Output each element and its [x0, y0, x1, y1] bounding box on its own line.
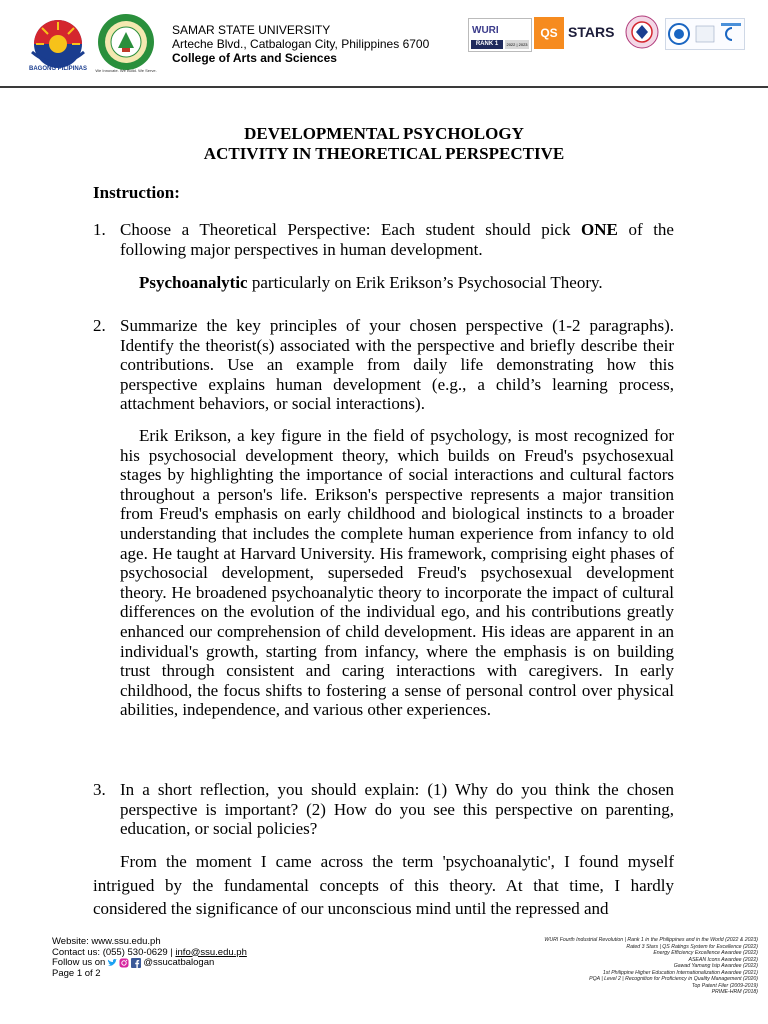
instruction-heading: Instruction: — [93, 183, 180, 202]
ssu-seal-logo — [96, 12, 156, 72]
award-line: 1st Philippine Higher Education Internationalization Awardee (2021) — [602, 969, 758, 976]
wurj-rank: RANK 1 — [471, 40, 503, 49]
facebook-icon[interactable] — [131, 958, 141, 968]
university-address: Arteche Blvd., Catbalogan City, Philippines 6700 — [172, 37, 430, 51]
award-line: Energy Efficiency Excellence Awardee (2022) — [653, 950, 758, 956]
wurj-years: 2022 | 2023 — [506, 42, 528, 47]
item-1-emphasis: ONE — [581, 220, 618, 239]
footer-website[interactable]: Website: www.ssu.edu.ph — [52, 936, 161, 947]
qs-logo: QS — [534, 17, 564, 49]
document-subtitle: ACTIVITY IN THEORETICAL PERSPECTIVE — [203, 144, 565, 163]
bagong-pilipinas-caption: BAGONG PILIPINAS — [28, 66, 87, 72]
college-name: College of Arts and Sciences — [172, 51, 337, 65]
university-info — [172, 23, 429, 65]
page-number: Page 1 of 2 — [52, 967, 101, 979]
letterhead — [0, 0, 768, 88]
document-title: DEVELOPMENTAL PSYCHOLOGY — [244, 124, 524, 143]
reflection-paragraph: From the moment I came across the term 'psychoanalytic', I found myself intrigued by the fundamental concepts of this theory. At that time, I hardly considered the significance of our unconscious mind until the repressed and — [93, 852, 674, 918]
award-line: Top Patent Filer (2009-2019) — [691, 982, 758, 989]
footer-phone: Contact us: (055) 530-0629 | — [52, 946, 176, 958]
award-line: ASEAN Icons Awardee (2022) — [688, 956, 758, 963]
instruction-item-1 — [120, 220, 674, 259]
iso-certification-icon — [665, 18, 745, 50]
chosen-perspective — [139, 273, 603, 293]
header-divider — [0, 86, 768, 88]
answer-paragraph: Erik Erikson, a key figure in the field of psychology, is most recognized for his psychosocial development theory, which builds on Freud's psychosexual stages by highlighting the importance of social interactions and cultural factors throughout a person's life. Erikson's perspective represents a major transition from Freud's emphasis on early childhood and biological instincts to a broader understanding that includes the complete human experience from infancy to old age. He taught at Harvard University. His framework, comprising eight phases of psychosocial development, superseded Freud's psychosexual development theory. He broadened psychoanalytic theory to incorporate the impact of cultural differences on the evolution of the individual ego, and his contributions greatly enhanced our comprehension of child development. His ideas are apparent in an individual's growth, starting from infancy, where the emphasis is on building trust through consistent and caring interactions with caregivers. In early childhood, the focus shifts to fostering a sense of personal control over physical abilities, independence, and various other experiences. — [120, 426, 674, 720]
item-number: 2. — [93, 316, 106, 335]
item-number: 1. — [93, 220, 106, 239]
award-line: Rated 3 Stars | QS Ratings System for Excellence (2022) — [626, 943, 758, 950]
item-1-text-before: Choose a Theoretical Perspective: Each student should pick — [120, 220, 582, 239]
instruction-item-3: In a short reflection, you should explain: (1) Why do you think the chosen perspective is important? (2) How do you see this perspective on parenting, education, or social policies? — [120, 780, 674, 839]
instagram-icon[interactable] — [119, 958, 129, 968]
wurj-title: WURI — [472, 25, 499, 36]
award-line: WURI Fourth Industrial Revolution | Rank 1 in the Philippines and in the World (2022 & 2023) — [544, 937, 758, 943]
wurj-badge — [468, 18, 532, 52]
award-seal-icon — [625, 15, 659, 49]
qs-stars-label: STARS — [568, 24, 615, 40]
perspective-name: Psychoanalytic — [139, 273, 248, 292]
footer-follow-label: Follow us on — [52, 957, 106, 969]
footer-awards — [544, 937, 758, 996]
footer-social-handle: @ssucatbalogan — [143, 957, 215, 969]
award-line: Gawad Yamang Isip Awardee (2022) — [673, 963, 758, 969]
award-line: PQA | Level 2 | Recognition for Proficiency in Quality Management (2020) — [589, 976, 758, 982]
item-number: 3. — [93, 780, 106, 799]
ssu-motto: We Innovate. We Build. We Serve. — [95, 68, 157, 73]
footer-email-link[interactable]: info@ssu.edu.ph — [175, 946, 247, 958]
perspective-detail: particularly on Erik Erikson’s Psychosocial Theory. — [247, 273, 603, 292]
instruction-item-2: Summarize the key principles of your chosen perspective (1-2 paragraphs). Identify the theorist(s) associated with the perspective and briefly describe their contributions. Use an example from daily life demonstrating how this perspective explains human development (e.g., a child’s learning process, attachment behaviors, or social interactions). — [120, 316, 674, 414]
university-name: SAMAR STATE UNIVERSITY — [172, 23, 331, 37]
footer-contact — [52, 937, 247, 979]
award-line: PRIME-HRM (2018) — [711, 989, 758, 995]
item-1-text-after: of the following major perspectives in human development. — [120, 220, 674, 259]
twitter-icon[interactable] — [107, 958, 117, 968]
